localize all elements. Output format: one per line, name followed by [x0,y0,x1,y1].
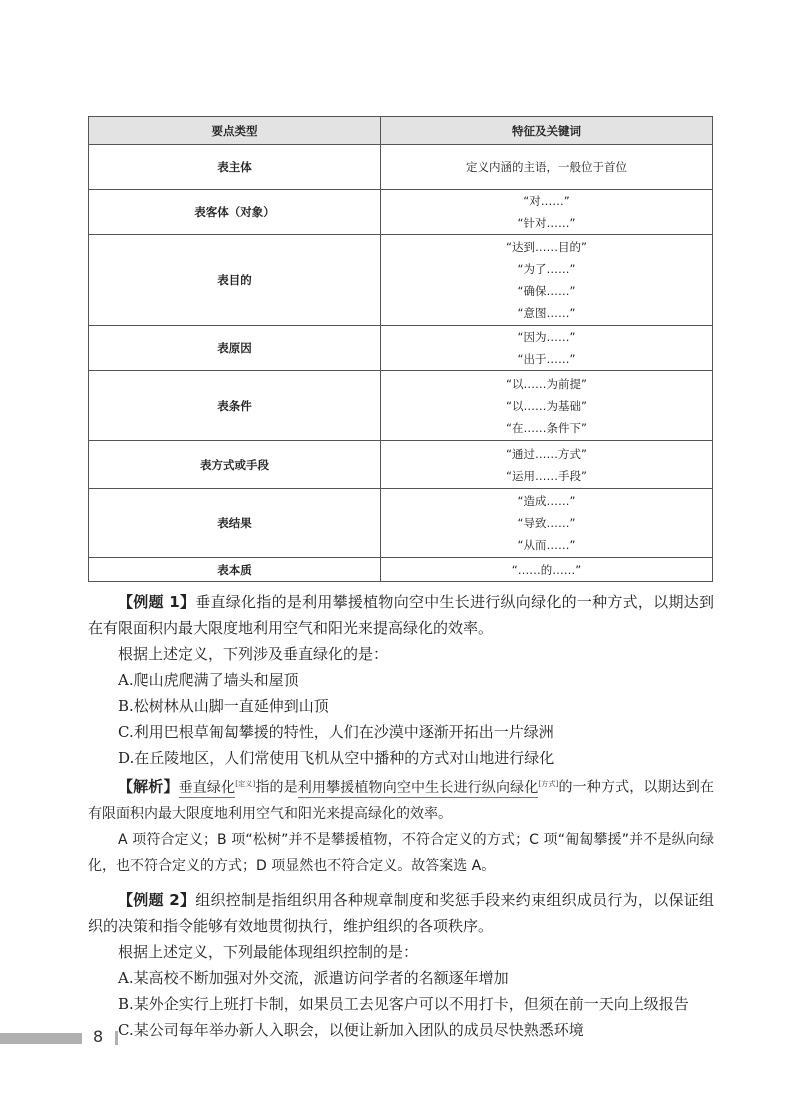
key-points-table [88,116,713,582]
keyword: “对……” [523,194,570,208]
header-type: 要点类型 [89,117,381,145]
row-type: 表原因 [89,326,381,371]
keyword: “因为……” [517,330,576,344]
table-row [89,558,713,582]
row-keywords [381,190,713,235]
row-keywords [381,235,713,326]
keyword: “达到……目的” [506,240,587,254]
row-type: 表方式或手段 [89,441,381,489]
analysis1-definition: 利用攀援植物向空中生长进行纵向绿化 [297,779,539,796]
row-type: 表目的 [89,235,381,326]
page-number: 8 [93,1027,104,1046]
keyword: “以……为基础” [506,398,587,413]
keyword: 定义内涵的主语，一般位于首位 [466,160,627,174]
table-row [89,371,713,441]
row-keywords [381,145,713,190]
example2-option-a: A.某高校不断加强对外交流，派遣访问学者的名额逐年增加 [118,968,509,987]
row-type: 表客体（对象） [89,190,381,235]
example1-tag: 【例题 1】 [118,593,196,611]
example1-option-a: A.爬山虎爬满了墙头和屋顶 [118,671,299,689]
keyword: “以……为前提” [506,376,587,391]
row-type: 表条件 [89,371,381,441]
keyword: “导致……” [517,516,576,530]
keyword: “运用……手段” [506,468,587,483]
analysis1-term-note: [定义] [235,780,256,788]
row-type: 表本质 [89,558,381,582]
table-row [89,190,713,235]
keyword: “确保……” [517,284,576,298]
row-keywords [381,371,713,441]
analysis1-def-note: [方式] [538,780,559,788]
table-header-row [89,117,713,145]
body-text [88,589,714,1043]
row-keywords [381,489,713,558]
example2-option-b: B.某外企实行上班打卡制，如果员工去见客户可以不用打卡，但须在前一天向上级报告 [118,994,689,1013]
analysis1-tag: 【解析】 [118,777,179,796]
footer-bar [0,1033,82,1044]
row-keywords [381,558,713,582]
table-row [89,489,713,558]
keyword: “出于……” [517,352,576,366]
keyword: “通过……方式” [506,446,587,461]
keyword: “为了……” [517,262,576,276]
example1-option-c: C.利用巴根草匍匐攀援的特性，人们在沙漠中逐渐开拓出一片绿洲 [118,723,554,741]
table-row [89,235,713,326]
analysis1-term: 垂直绿化 [178,779,236,796]
example2-text: 组织控制是指组织用各种规章制度和奖惩手段来约束组织成员行为，以保证组织的决策和指令能够有效地贯彻执行，维护组织的各项秩序。 [88,890,714,935]
analysis1-rest: 的一种方式，以期达到在有限面积内最大限度地利用空气和阳光来提高绿化的效率。 [88,779,715,822]
keyword: “针对……” [517,216,576,230]
row-keywords [381,441,713,489]
example1-text: 垂直绿化指的是利用攀援植物向空中生长进行纵向绿化的一种方式，以期达到在有限面积内最大限度地利用空气和阳光来提高绿化的效率。 [88,593,714,637]
table-row [89,326,713,371]
keyword: “在……条件下” [506,420,587,435]
header-keywords: 特征及关键词 [381,117,713,145]
example1-option-b: B.松树林从山脚一直延伸到山顶 [118,697,329,715]
example2-question: 根据上述定义，下列最能体现组织控制的是： [118,942,419,961]
example2-tag: 【例题 2】 [118,890,196,909]
example1-question: 根据上述定义，下列涉及垂直绿化的是： [118,645,389,663]
row-keywords [381,326,713,371]
keyword: “造成……” [517,494,576,508]
keyword: “……的……” [511,562,582,577]
keyword: “从而……” [517,538,576,552]
analysis1-para1 [88,771,714,827]
analysis1-mid: 指的是 [255,779,298,796]
example1-option-d: D.在丘陵地区，人们常使用飞机从空中播种的方式对山地进行绿化 [118,749,555,767]
table-row [89,441,713,489]
table-row [89,145,713,190]
example2-option-c: C.某公司每年举办新人入职会，以便让新加入团队的成员尽快熟悉环境 [118,1020,584,1039]
row-type: 表结果 [89,489,381,558]
example1-stem [88,589,714,641]
example2-stem [88,887,714,939]
analysis1-para2: A 项符合定义；B 项“松树”并不是攀援植物，不符合定义的方式；C 项“匍匐攀援”并不是纵向绿化，也不符合定义的方式；D 项显然也不符合定义。故答案选 A。 [88,831,714,874]
keyword: “意图……” [517,306,576,320]
page-mark [115,1031,118,1045]
row-type: 表主体 [89,145,381,190]
